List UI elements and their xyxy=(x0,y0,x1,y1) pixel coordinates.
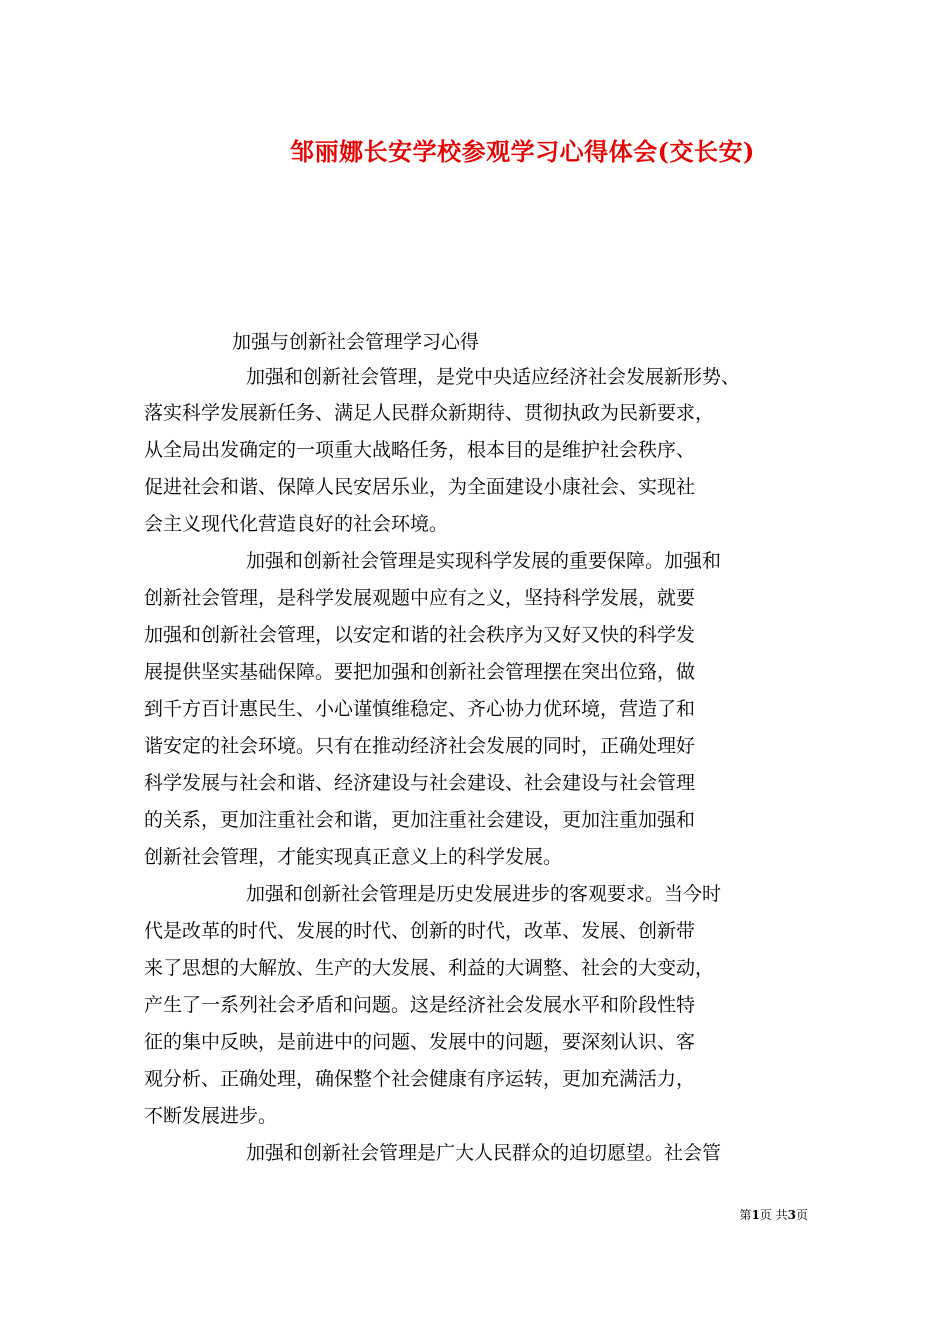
paragraph-line: 到千方百计惠民生、小心谨慎维稳定、齐心协力优环境，营造了和 xyxy=(144,698,696,720)
paragraph-line: 产生了一系列社会矛盾和问题。这是经济社会发展水平和阶段性特 xyxy=(144,994,696,1016)
paragraph-line: 创新社会管理，是科学发展观题中应有之义，坚持科学发展，就要 xyxy=(144,587,696,609)
paragraph-line: 加强和创新社会管理是历史发展进步的客观要求。当今时 xyxy=(246,883,722,905)
paragraph-line: 促进社会和谐、保障人民安居乐业，为全面建设小康社会、实现社 xyxy=(144,476,696,498)
document-subtitle: 加强与创新社会管理学习心得 xyxy=(232,331,480,353)
paragraph-line: 从全局出发确定的一项重大战略任务，根本目的是维护社会秩序、 xyxy=(144,439,696,461)
paragraph-line: 加强和创新社会管理是广大人民群众的迫切愿望。社会管 xyxy=(246,1142,722,1164)
footer-middle: 页 共 xyxy=(759,1208,788,1222)
paragraph-line: 加强和创新社会管理是实现科学发展的重要保障。加强和 xyxy=(246,550,722,572)
footer-page-number: 1 xyxy=(751,1208,760,1222)
paragraph-line: 会主义现代化营造良好的社会环境。 xyxy=(144,513,449,535)
footer-total-pages: 3 xyxy=(787,1208,796,1222)
paragraph-line: 展提供坚实基础保障。要把加强和创新社会管理摆在突出位臵，做 xyxy=(144,661,696,683)
paragraph-line: 创新社会管理，才能实现真正意义上的科学发展。 xyxy=(144,846,563,868)
footer-suffix: 页 xyxy=(795,1208,808,1222)
paragraph-line: 来了思想的大解放、生产的大发展、利益的大调整、社会的大变动， xyxy=(144,957,715,979)
page-footer xyxy=(739,1206,808,1223)
paragraph-line: 的关系，更加注重社会和谐，更加注重社会建设，更加注重加强和 xyxy=(144,809,696,831)
footer-prefix: 第 xyxy=(739,1208,752,1222)
paragraph-line: 加强和创新社会管理，是党中央适应经济社会发展新形势、 xyxy=(246,366,741,388)
paragraph-line: 加强和创新社会管理，以安定和谐的社会秩序为又好又快的科学发 xyxy=(144,624,696,646)
paragraph-line: 落实科学发展新任务、满足人民群众新期待、贯彻执政为民新要求， xyxy=(144,402,715,424)
paragraph-line: 科学发展与社会和谐、经济建设与社会建设、社会建设与社会管理 xyxy=(144,772,696,794)
paragraph-line: 谐安定的社会环境。只有在推动经济社会发展的同时，正确处理好 xyxy=(144,735,696,757)
paragraph-line: 代是改革的时代、发展的时代、创新的时代，改革、发展、创新带 xyxy=(144,920,696,942)
paragraph-line: 不断发展进步。 xyxy=(144,1105,278,1127)
paragraph-line: 观分析、正确处理，确保整个社会健康有序运转，更加充满活力， xyxy=(144,1068,696,1090)
paragraph-line: 征的集中反映，是前进中的问题、发展中的问题，要深刻认识、客 xyxy=(144,1031,696,1053)
document-title: 邹丽娜长安学校参观学习心得体会(交长安) xyxy=(290,137,755,166)
